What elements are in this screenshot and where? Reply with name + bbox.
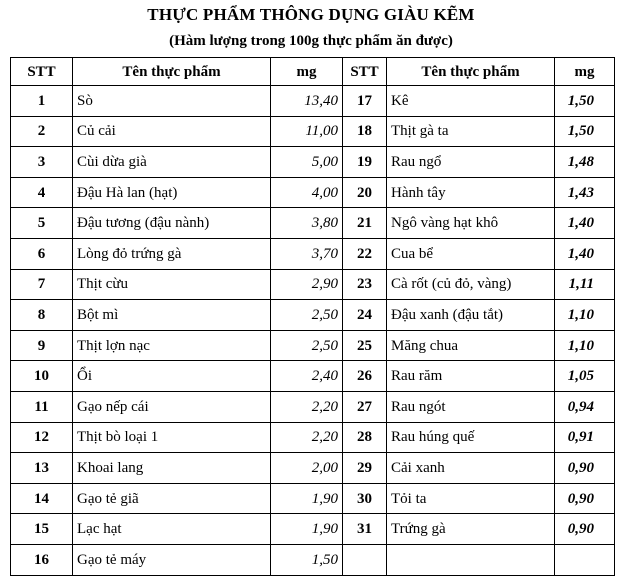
cell-mg: 2,50: [271, 330, 343, 361]
cell-name: Đậu Hà lan (hạt): [73, 177, 271, 208]
cell-mg: 1,05: [555, 361, 615, 392]
cell-mg: 0,91: [555, 422, 615, 453]
cell-name: Rau ngót: [387, 391, 555, 422]
cell-stt: 24: [343, 300, 387, 331]
cell-mg: 0,94: [555, 391, 615, 422]
cell-stt: 7: [11, 269, 73, 300]
empty-cell: [387, 544, 555, 575]
header-stt-right: STT: [343, 58, 387, 86]
cell-mg: 13,40: [271, 86, 343, 117]
cell-stt: 8: [11, 300, 73, 331]
table-row: [11, 269, 615, 300]
cell-mg: 5,00: [271, 147, 343, 178]
cell-stt: 16: [11, 544, 73, 575]
table-row: [11, 514, 615, 545]
cell-mg: 1,90: [271, 514, 343, 545]
header-mg-left: mg: [271, 58, 343, 86]
cell-mg: 1,90: [271, 483, 343, 514]
cell-stt: 20: [343, 177, 387, 208]
cell-stt: 15: [11, 514, 73, 545]
cell-name: Trứng gà: [387, 514, 555, 545]
cell-mg: 1,10: [555, 300, 615, 331]
table-row: [11, 86, 615, 117]
cell-name: Sò: [73, 86, 271, 117]
cell-stt: 13: [11, 453, 73, 484]
page-subtitle: (Hàm lượng trong 100g thực phẩm ăn được): [169, 33, 453, 49]
cell-name: Hành tây: [387, 177, 555, 208]
cell-stt: 27: [343, 391, 387, 422]
cell-name: Cải xanh: [387, 453, 555, 484]
cell-name: Gạo nếp cái: [73, 391, 271, 422]
cell-mg: 2,50: [271, 300, 343, 331]
empty-cell: [555, 544, 615, 575]
cell-name: Thịt lợn nạc: [73, 330, 271, 361]
cell-name: Đậu xanh (đậu tắt): [387, 300, 555, 331]
cell-mg: 3,70: [271, 238, 343, 269]
cell-stt: 3: [11, 147, 73, 178]
cell-name: Măng chua: [387, 330, 555, 361]
cell-name: Lạc hạt: [73, 514, 271, 545]
cell-stt: 18: [343, 116, 387, 147]
cell-name: Thịt cừu: [73, 269, 271, 300]
cell-mg: 2,20: [271, 422, 343, 453]
cell-mg: 1,40: [555, 208, 615, 239]
table-row: [11, 330, 615, 361]
cell-name: Cùi dừa già: [73, 147, 271, 178]
cell-mg: 0,90: [555, 514, 615, 545]
cell-stt: 26: [343, 361, 387, 392]
cell-name: Khoai lang: [73, 453, 271, 484]
cell-stt: 6: [11, 238, 73, 269]
cell-name: Đậu tương (đậu nành): [73, 208, 271, 239]
zinc-foods-table: [10, 57, 615, 576]
table-row: [11, 453, 615, 484]
cell-stt: 21: [343, 208, 387, 239]
cell-mg: 1,43: [555, 177, 615, 208]
table-body: [11, 86, 615, 576]
cell-stt: 1: [11, 86, 73, 117]
cell-mg: 1,40: [555, 238, 615, 269]
cell-mg: 1,50: [271, 544, 343, 575]
cell-stt: 9: [11, 330, 73, 361]
table-row: [11, 238, 615, 269]
table-row: [11, 177, 615, 208]
cell-name: Thịt gà ta: [387, 116, 555, 147]
table-row: [11, 544, 615, 575]
cell-mg: 2,90: [271, 269, 343, 300]
cell-name: Cà rốt (củ đỏ, vàng): [387, 269, 555, 300]
cell-mg: 2,40: [271, 361, 343, 392]
cell-stt: 12: [11, 422, 73, 453]
cell-stt: 17: [343, 86, 387, 117]
table-row: [11, 116, 615, 147]
cell-mg: 1,50: [555, 86, 615, 117]
cell-mg: 3,80: [271, 208, 343, 239]
cell-name: Kê: [387, 86, 555, 117]
empty-cell: [343, 544, 387, 575]
table-row: [11, 422, 615, 453]
cell-name: Rau húng quế: [387, 422, 555, 453]
cell-name: Rau răm: [387, 361, 555, 392]
cell-name: Cua bể: [387, 238, 555, 269]
cell-stt: 10: [11, 361, 73, 392]
cell-mg: 0,90: [555, 483, 615, 514]
cell-name: Tỏi ta: [387, 483, 555, 514]
table-header-row: [11, 58, 615, 86]
cell-stt: 2: [11, 116, 73, 147]
cell-mg: 2,00: [271, 453, 343, 484]
cell-name: Thịt bò loại 1: [73, 422, 271, 453]
header-name-left: Tên thực phẩm: [73, 58, 271, 86]
table-row: [11, 361, 615, 392]
cell-name: Gạo tẻ giã: [73, 483, 271, 514]
cell-mg: 1,11: [555, 269, 615, 300]
cell-stt: 31: [343, 514, 387, 545]
cell-mg: 11,00: [271, 116, 343, 147]
cell-name: Gạo tẻ máy: [73, 544, 271, 575]
table-row: [11, 147, 615, 178]
table-row: [11, 300, 615, 331]
header-name-right: Tên thực phẩm: [387, 58, 555, 86]
table-row: [11, 391, 615, 422]
cell-stt: 22: [343, 238, 387, 269]
cell-mg: 0,90: [555, 453, 615, 484]
cell-stt: 29: [343, 453, 387, 484]
cell-stt: 25: [343, 330, 387, 361]
page-title: THỰC PHẨM THÔNG DỤNG GIÀU KẼM: [147, 5, 475, 24]
cell-name: Bột mì: [73, 300, 271, 331]
cell-stt: 11: [11, 391, 73, 422]
cell-mg: 1,50: [555, 116, 615, 147]
header-mg-right: mg: [555, 58, 615, 86]
cell-name: Lòng đỏ trứng gà: [73, 238, 271, 269]
cell-mg: 2,20: [271, 391, 343, 422]
cell-mg: 1,48: [555, 147, 615, 178]
cell-mg: 4,00: [271, 177, 343, 208]
cell-stt: 4: [11, 177, 73, 208]
cell-name: Củ cải: [73, 116, 271, 147]
header-stt-left: STT: [11, 58, 73, 86]
cell-stt: 23: [343, 269, 387, 300]
cell-stt: 14: [11, 483, 73, 514]
table-row: [11, 208, 615, 239]
cell-name: Rau ngổ: [387, 147, 555, 178]
cell-name: Ngô vàng hạt khô: [387, 208, 555, 239]
cell-stt: 19: [343, 147, 387, 178]
table-row: [11, 483, 615, 514]
cell-name: Ổi: [73, 361, 271, 392]
cell-stt: 5: [11, 208, 73, 239]
cell-stt: 30: [343, 483, 387, 514]
cell-mg: 1,10: [555, 330, 615, 361]
cell-stt: 28: [343, 422, 387, 453]
